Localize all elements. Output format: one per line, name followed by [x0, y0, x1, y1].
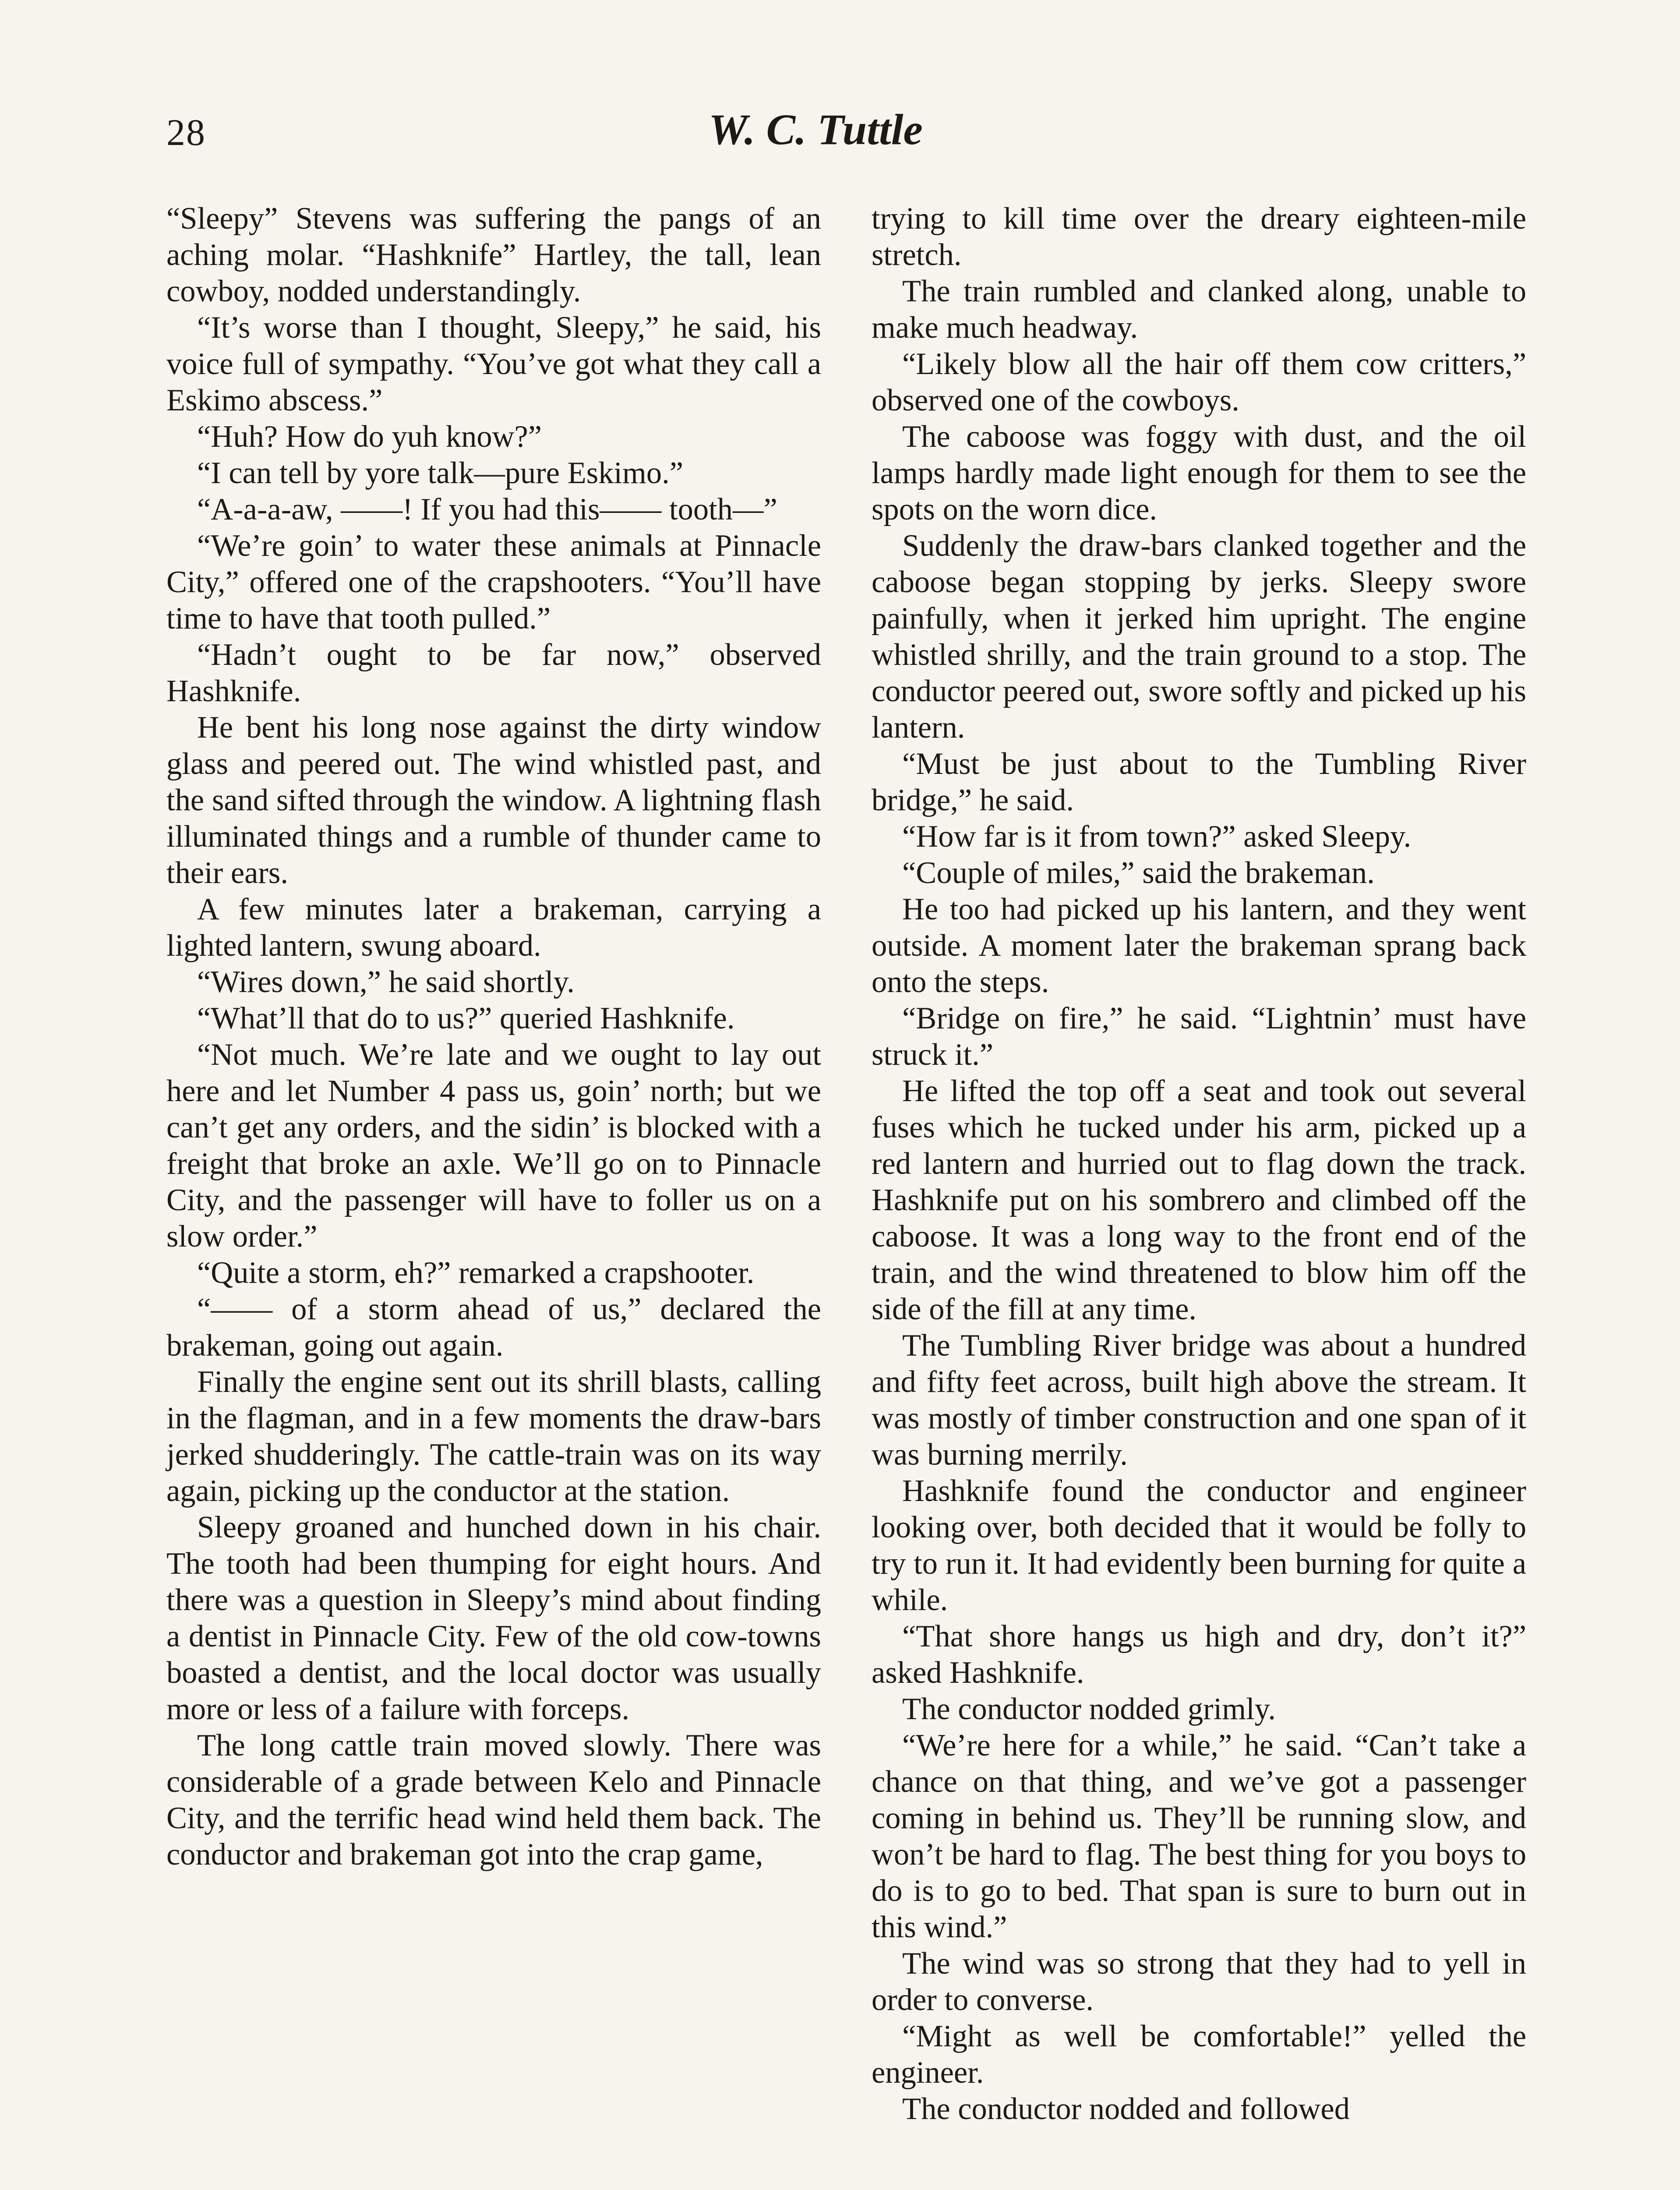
running-head: W. C. Tuttle — [709, 105, 923, 154]
paragraph: trying to kill time over the dreary eighteen-mile stretch. — [872, 201, 1526, 272]
paragraph: The train rumbled and clanked along, unable to make much headway. — [872, 274, 1526, 345]
page-number: 28 — [166, 111, 206, 153]
paragraph: “Couple of miles,” said the brakeman. — [902, 856, 1375, 890]
paragraph: Suddenly the draw-bars clanked together and the caboose began stopping by jerks. Sleepy swore painfully, when it jerked him upright. The engine whistled shrilly, and the train ground to a stop. The conductor peered out, swore softly and picked up his lantern. — [872, 529, 1526, 745]
paragraph: The conductor nodded grimly. — [902, 1692, 1276, 1726]
paragraph: “Bridge on fire,” he said. “Lightnin’ must have struck it.” — [872, 1001, 1526, 1072]
paragraph: “Sleepy” Stevens was suffering the pangs of an aching molar. “Hashknife” Hartley, the tall, lean cowboy, nodded understandingly. — [166, 201, 821, 308]
paragraph: “What’ll that do to us?” queried Hashknife. — [197, 1001, 735, 1035]
paragraph: “Quite a storm, eh?” remarked a crapshooter. — [197, 1256, 755, 1290]
paragraph: “A-a-a-aw, ——! If you had this—— tooth—” — [197, 492, 777, 526]
right-column — [872, 201, 1526, 2127]
paragraph: Finally the engine sent out its shrill blasts, calling in the flagman, and in a few moments the draw-bars jerked shudderingly. The cattle-train was on its way again, picking up the conductor at the station. — [166, 1365, 821, 1508]
paragraph: A few minutes later a brakeman, carrying a lighted lantern, swung aboard. — [166, 892, 821, 963]
left-column — [166, 201, 821, 1873]
paragraph: “It’s worse than I thought, Sleepy,” he said, his voice full of sympathy. “You’ve got what they call a Eskimo abscess.” — [166, 311, 821, 417]
paragraph: “We’re here for a while,” he said. “Can’t take a chance on that thing, and we’ve got a passenger coming in behind us. They’ll be running slow, and won’t be hard to flag. The best thing for you boys to do is to go to bed. That span is sure to burn out in this wind.” — [872, 1728, 1526, 1944]
paragraph: He too had picked up his lantern, and they went outside. A moment later the brakeman sprang back onto the steps. — [872, 892, 1526, 999]
paragraph: “Likely blow all the hair off them cow critters,” observed one of the cowboys. — [872, 347, 1526, 417]
paragraph: The long cattle train moved slowly. There was considerable of a grade between Kelo and Pinnacle City, and the terrific head wind held them back. The conductor and brakeman got into the crap game, — [166, 1728, 821, 1872]
paragraph: “Hadn’t ought to be far now,” observed Hashknife. — [166, 638, 821, 708]
paragraph: Sleepy groaned and hunched down in his chair. The tooth had been thumping for eight hours. And there was a question in Sleepy’s mind about finding a dentist in Pinnacle City. Few of the old cow-towns boasted a dentist, and the local doctor was usually more or less of a failure with forceps. — [166, 1510, 821, 1726]
paragraph: “—— of a storm ahead of us,” declared the brakeman, going out again. — [166, 1292, 821, 1363]
paragraph: The conductor nodded and followed — [902, 2092, 1350, 2126]
paragraph: He bent his long nose against the dirty window glass and peered out. The wind whistled past, and the sand sifted through the window. A lightning flash illuminated things and a rumble of thunder came to their ears. — [166, 710, 821, 890]
paragraph: “Might as well be comfortable!” yelled the engineer. — [872, 2019, 1526, 2090]
paragraph: “Wires down,” he said shortly. — [197, 965, 575, 999]
paragraph: “We’re goin’ to water these animals at Pinnacle City,” offered one of the crapshooters. “You’ll have time to have that tooth pulled.” — [166, 529, 821, 636]
paragraph: “Must be just about to the Tumbling River bridge,” he said. — [872, 747, 1526, 817]
paragraph: “I can tell by yore talk—pure Eskimo.” — [197, 456, 683, 490]
paragraph: The caboose was foggy with dust, and the oil lamps hardly made light enough for them to see the spots on the worn dice. — [872, 420, 1526, 526]
paragraph: “Not much. We’re late and we ought to lay out here and let Number 4 pass us, goin’ north; but we can’t get any orders, and the sidin’ is blocked with a freight that broke an axle. We’ll go on to Pinnacle City, and the passenger will have to foller us on a slow order.” — [166, 1038, 821, 1254]
paragraph: “How far is it from town?” asked Sleepy. — [902, 819, 1412, 854]
paragraph: “That shore hangs us high and dry, don’t it?” asked Hashknife. — [872, 1619, 1526, 1690]
paragraph: He lifted the top off a seat and took out several fuses which he tucked under his arm, picked up a red lantern and hurried out to flag down the track. Hashknife put on his sombrero and climbed off the caboose. It was a long way to the front end of the train, and the wind threatened to blow him off the side of the fill at any time. — [872, 1074, 1526, 1326]
paragraph: “Huh? How do yuh know?” — [197, 420, 542, 454]
paragraph: The wind was so strong that they had to yell in order to converse. — [872, 1946, 1526, 2017]
paragraph: Hashknife found the conductor and engineer looking over, both decided that it would be folly to try to run it. It had evidently been burning for quite a while. — [872, 1474, 1526, 1617]
paragraph: The Tumbling River bridge was about a hundred and fifty feet across, built high above the stream. It was mostly of timber construction and one span of it was burning merrily. — [872, 1328, 1526, 1472]
